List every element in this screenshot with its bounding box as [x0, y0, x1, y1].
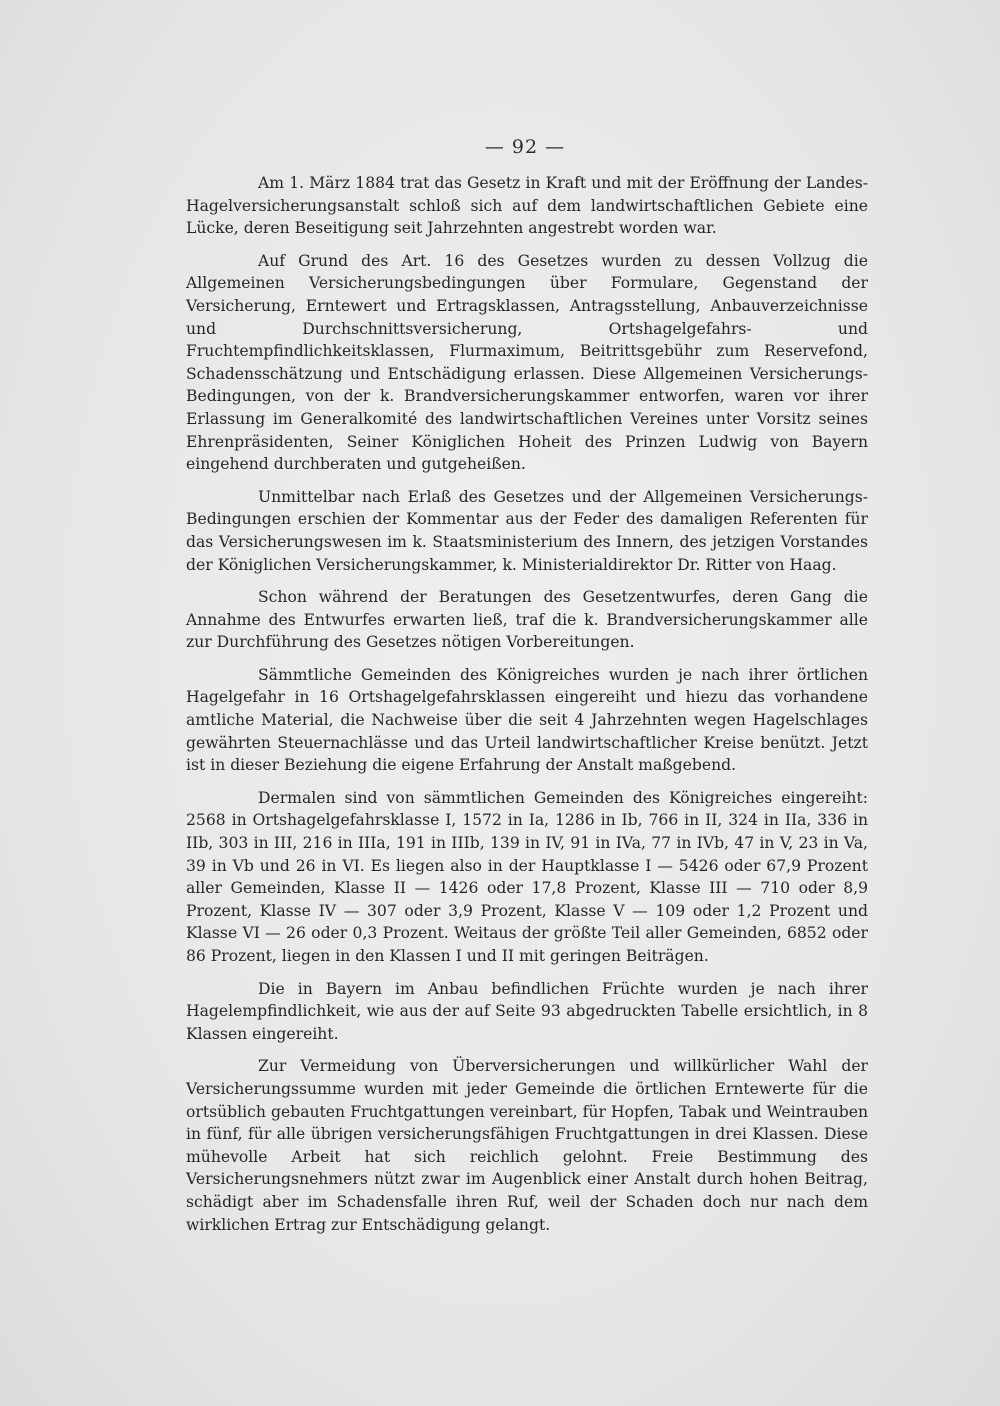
paragraph-intro: Am 1. März 1884 trat das Gesetz in Kraft und mit der Eröffnung der Landes-Hagelversicherungsanstalt schloß sich auf dem landwirtschaftlichen Gebiete eine Lücke, deren Beseitigung seit Jahrzehnten angestrebt worden war. — [186, 174, 868, 238]
paragraph-crop-sensitivity: Die in Bayern im Anbau befindlichen Früchte wurden je nach ihrer Hagelempfindlichkeit, wie aus der auf Seite 93 abgedruckten Tabelle ersichtlich, in 8 Klassen eingereiht. — [186, 979, 868, 1043]
page-number: — 92 — — [484, 136, 566, 158]
body-text — [186, 172, 868, 1236]
paragraph-preparations: Schon während der Beratungen des Gesetzentwurfes, deren Gang die Annahme des Entwurfes erwarten ließ, traf die k. Brandversicherungskammer alle zur Durchführung des Gesetzes nötigen Vorbereitungen. — [186, 588, 868, 652]
paragraph-article-16: Auf Grund des Art. 16 des Gesetzes wurden zu dessen Vollzug die Allgemeinen Versicherungsbedingungen über Formulare, Gegenstand der Versicherung, Erntewert und Ertragsklassen, Antragsstellung, Anbauverzeichnisse und Durchschnittsversicherung, Ortshagelgefahrs- und Fruchtempfindlichkeitsklassen, Flurmaximum, Beitrittsgebühr zum Reservefond, Schadensschätzung und Entschädigung erlassen. Diese Allgemeinen Versicherungs-Bedingungen, von der k. Brandversicherungskammer entworfen, waren vor ihrer Erlassung im Generalkomité des landwirtschaftlichen Vereines unter Vorsitz seines Ehrenpräsidenten, Seiner Königlichen Hoheit des Prinzen Ludwig von Bayern eingehend durchberaten und gutgeheißen. — [186, 251, 868, 474]
paragraph-commentary: Unmittelbar nach Erlaß des Gesetzes und der Allgemeinen Versicherungs-Bedingungen erschien der Kommentar aus der Feder des damaligen Referenten für das Versicherungswesen im k. Staatsministerium des Innern, des jetzigen Vorstandes der Königlichen Versicherungskammer, k. Ministerialdirektor Dr. Ritter von Haag. — [186, 487, 868, 574]
paragraph-class-statistics: Dermalen sind von sämmtlichen Gemeinden des Königreiches eingereiht: 2568 in Ortshagelgefahrsklasse I, 1572 in Ia, 1286 in Ib, 766 in II, 324 in IIa, 336 in IIb, 303 in III, 216 in IIIa, 191 in IIIb, 139 in IV, 91 in IVa, 77 in IVb, 47 in V, 23 in Va, 39 in Vb und 26 in VI. Es liegen also in der Hauptklasse I — 5426 oder 67,9 Prozent aller Gemeinden, Klasse II — 1426 oder 17,8 Prozent, Klasse III — 710 oder 8,9 Prozent, Klasse IV — 307 oder 3,9 Prozent, Klasse V — 109 oder 1,2 Prozent und Klasse VI — 26 oder 0,3 Prozent. Weitaus der größte Teil aller Gemeinden, 6852 oder 86 Prozent, liegen in den Klassen I und II mit geringen Beiträgen. — [186, 788, 868, 965]
paragraph-hail-classes: Sämmtliche Gemeinden des Königreiches wurden je nach ihrer örtlichen Hagelgefahr in 16 Ortshagelgefahrsklassen eingereiht und hiezu das vorhandene amtliche Material, die Nachweise über die seit 4 Jahrzehnten wegen Hagelschlages gewährten Steuernachlässe und das Urteil landwirtschaftlicher Kreise benützt. Jetzt ist in dieser Beziehung die eigene Erfahrung der Anstalt maßgebend. — [186, 665, 868, 775]
paragraph-over-insurance: Zur Vermeidung von Überversicherungen und willkürlicher Wahl der Versicherungssumme wurden mit jeder Gemeinde die örtlichen Erntewerte für die ortsüblich gebauten Fruchtgattungen vereinbart, für Hopfen, Tabak und Weintrauben in fünf, für alle übrigen versicherungsfähigen Fruchtgattungen in drei Klassen. Diese mühevolle Arbeit hat sich reichlich gelohnt. Freie Bestimmung des Versicherungsnehmers nützt zwar im Augenblick einer Anstalt durch hohen Beitrag, schädigt aber im Schadensfalle ihren Ruf, weil der Schaden doch nur nach dem wirklichen Ertrag zur Entschädigung gelangt. — [186, 1057, 868, 1234]
